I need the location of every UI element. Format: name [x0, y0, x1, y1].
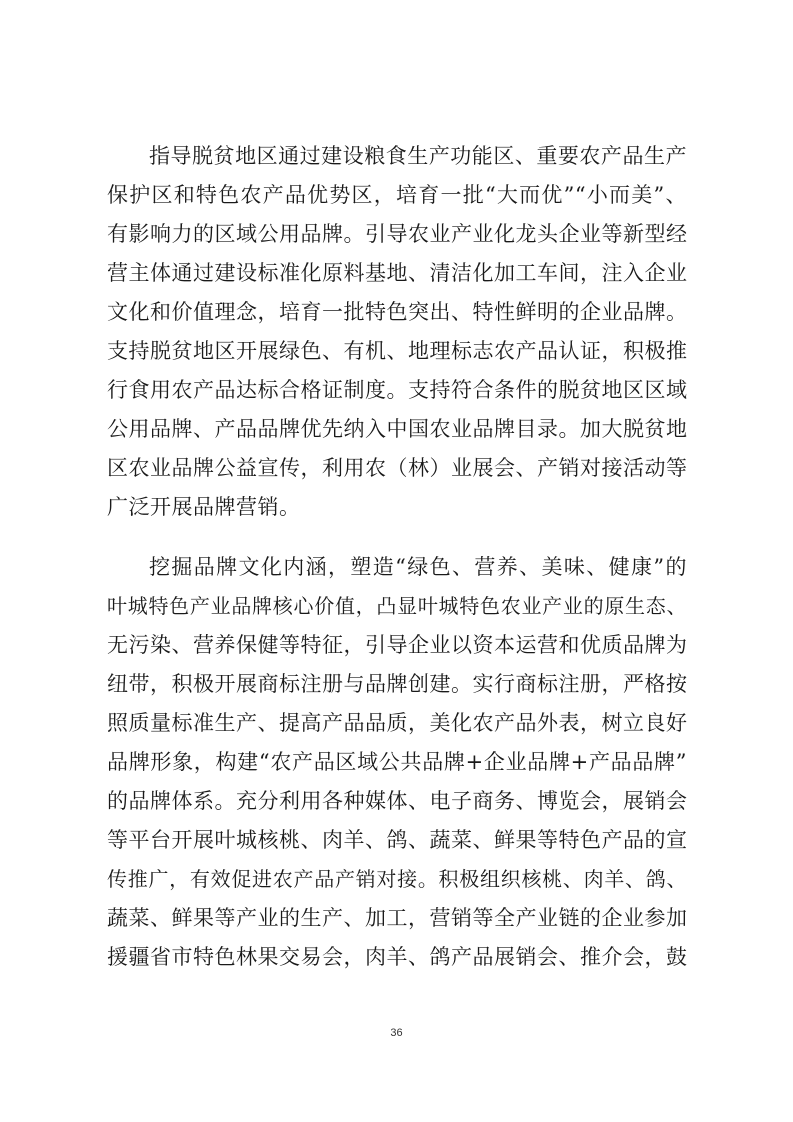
paragraph-2-line-4: 纽带，积极开展商标注册与品牌创建。实行商标注册，严格按 [107, 672, 688, 696]
paragraph-2-line-7: 的品牌体系。充分利用各种媒体、电子商务、博览会，展销会 [107, 789, 688, 813]
paragraph-2-line-10: 蔬菜、鲜果等产业的生产、加工，营销等全产业链的企业参加 [107, 906, 688, 930]
paragraph-2-line-2: 叶城特色产业品牌核心价值，凸显叶城特色农业产业的原生态、 [107, 594, 687, 618]
paragraph-2-line-6: 品牌形象，构建“农产品区域公共品牌+企业品牌+产品品牌” [107, 750, 687, 774]
paragraph-1-line-4: 营主体通过建设标准化原料基地、清洁化加工车间，注入企业 [107, 261, 688, 285]
page-number: 36 [390, 1027, 403, 1039]
paragraph-1-line-7: 行食用农产品达标合格证制度。支持符合条件的脱贫地区区域 [107, 378, 688, 402]
paragraph-1-line-1: 指导脱贫地区通过建设粮食生产功能区、重要农产品生产 [149, 144, 687, 168]
paragraph-2-line-3: 无污染、营养保健等特征，引导企业以资本运营和优质品牌为 [107, 633, 688, 657]
paragraph-2-line-8: 等平台开展叶城核桃、肉羊、鸽、蔬菜、鲜果等特色产品的宣 [107, 828, 688, 852]
paragraph-1-line-3: 有影响力的区域公用品牌。引导农业产业化龙头企业等新型经 [107, 222, 688, 246]
paragraph-2-line-9: 传推广，有效促进农产品产销对接。积极组织核桃、肉羊、鸽、 [107, 867, 687, 891]
paragraph-2-line-5: 照质量标准生产、提高产品品质，美化农产品外表，树立良好 [107, 711, 688, 735]
paragraph-1-line-2: 保护区和特色农产品优势区，培育一批“大而优”“小而美”、 [107, 183, 687, 207]
paragraph-1-line-5: 文化和价值理念，培育一批特色突出、特性鲜明的企业品牌。 [107, 300, 688, 324]
paragraph-1-line-9: 区农业品牌公益宣传，利用农（林）业展会、产销对接活动等 [107, 456, 688, 480]
paragraph-1-line-10: 广泛开展品牌营销。 [107, 495, 301, 519]
paragraph-1-line-8: 公用品牌、产品品牌优先纳入中国农业品牌目录。加大脱贫地 [107, 417, 688, 441]
paragraph-2-line-11: 援疆省市特色林果交易会，肉羊、鸽产品展销会、推介会，鼓 [107, 945, 688, 969]
paragraph-1-line-6: 支持脱贫地区开展绿色、有机、地理标志农产品认证，积极推 [107, 339, 688, 363]
paragraph-2-line-1: 挖掘品牌文化内涵，塑造“绿色、营养、美味、健康”的 [149, 555, 687, 579]
